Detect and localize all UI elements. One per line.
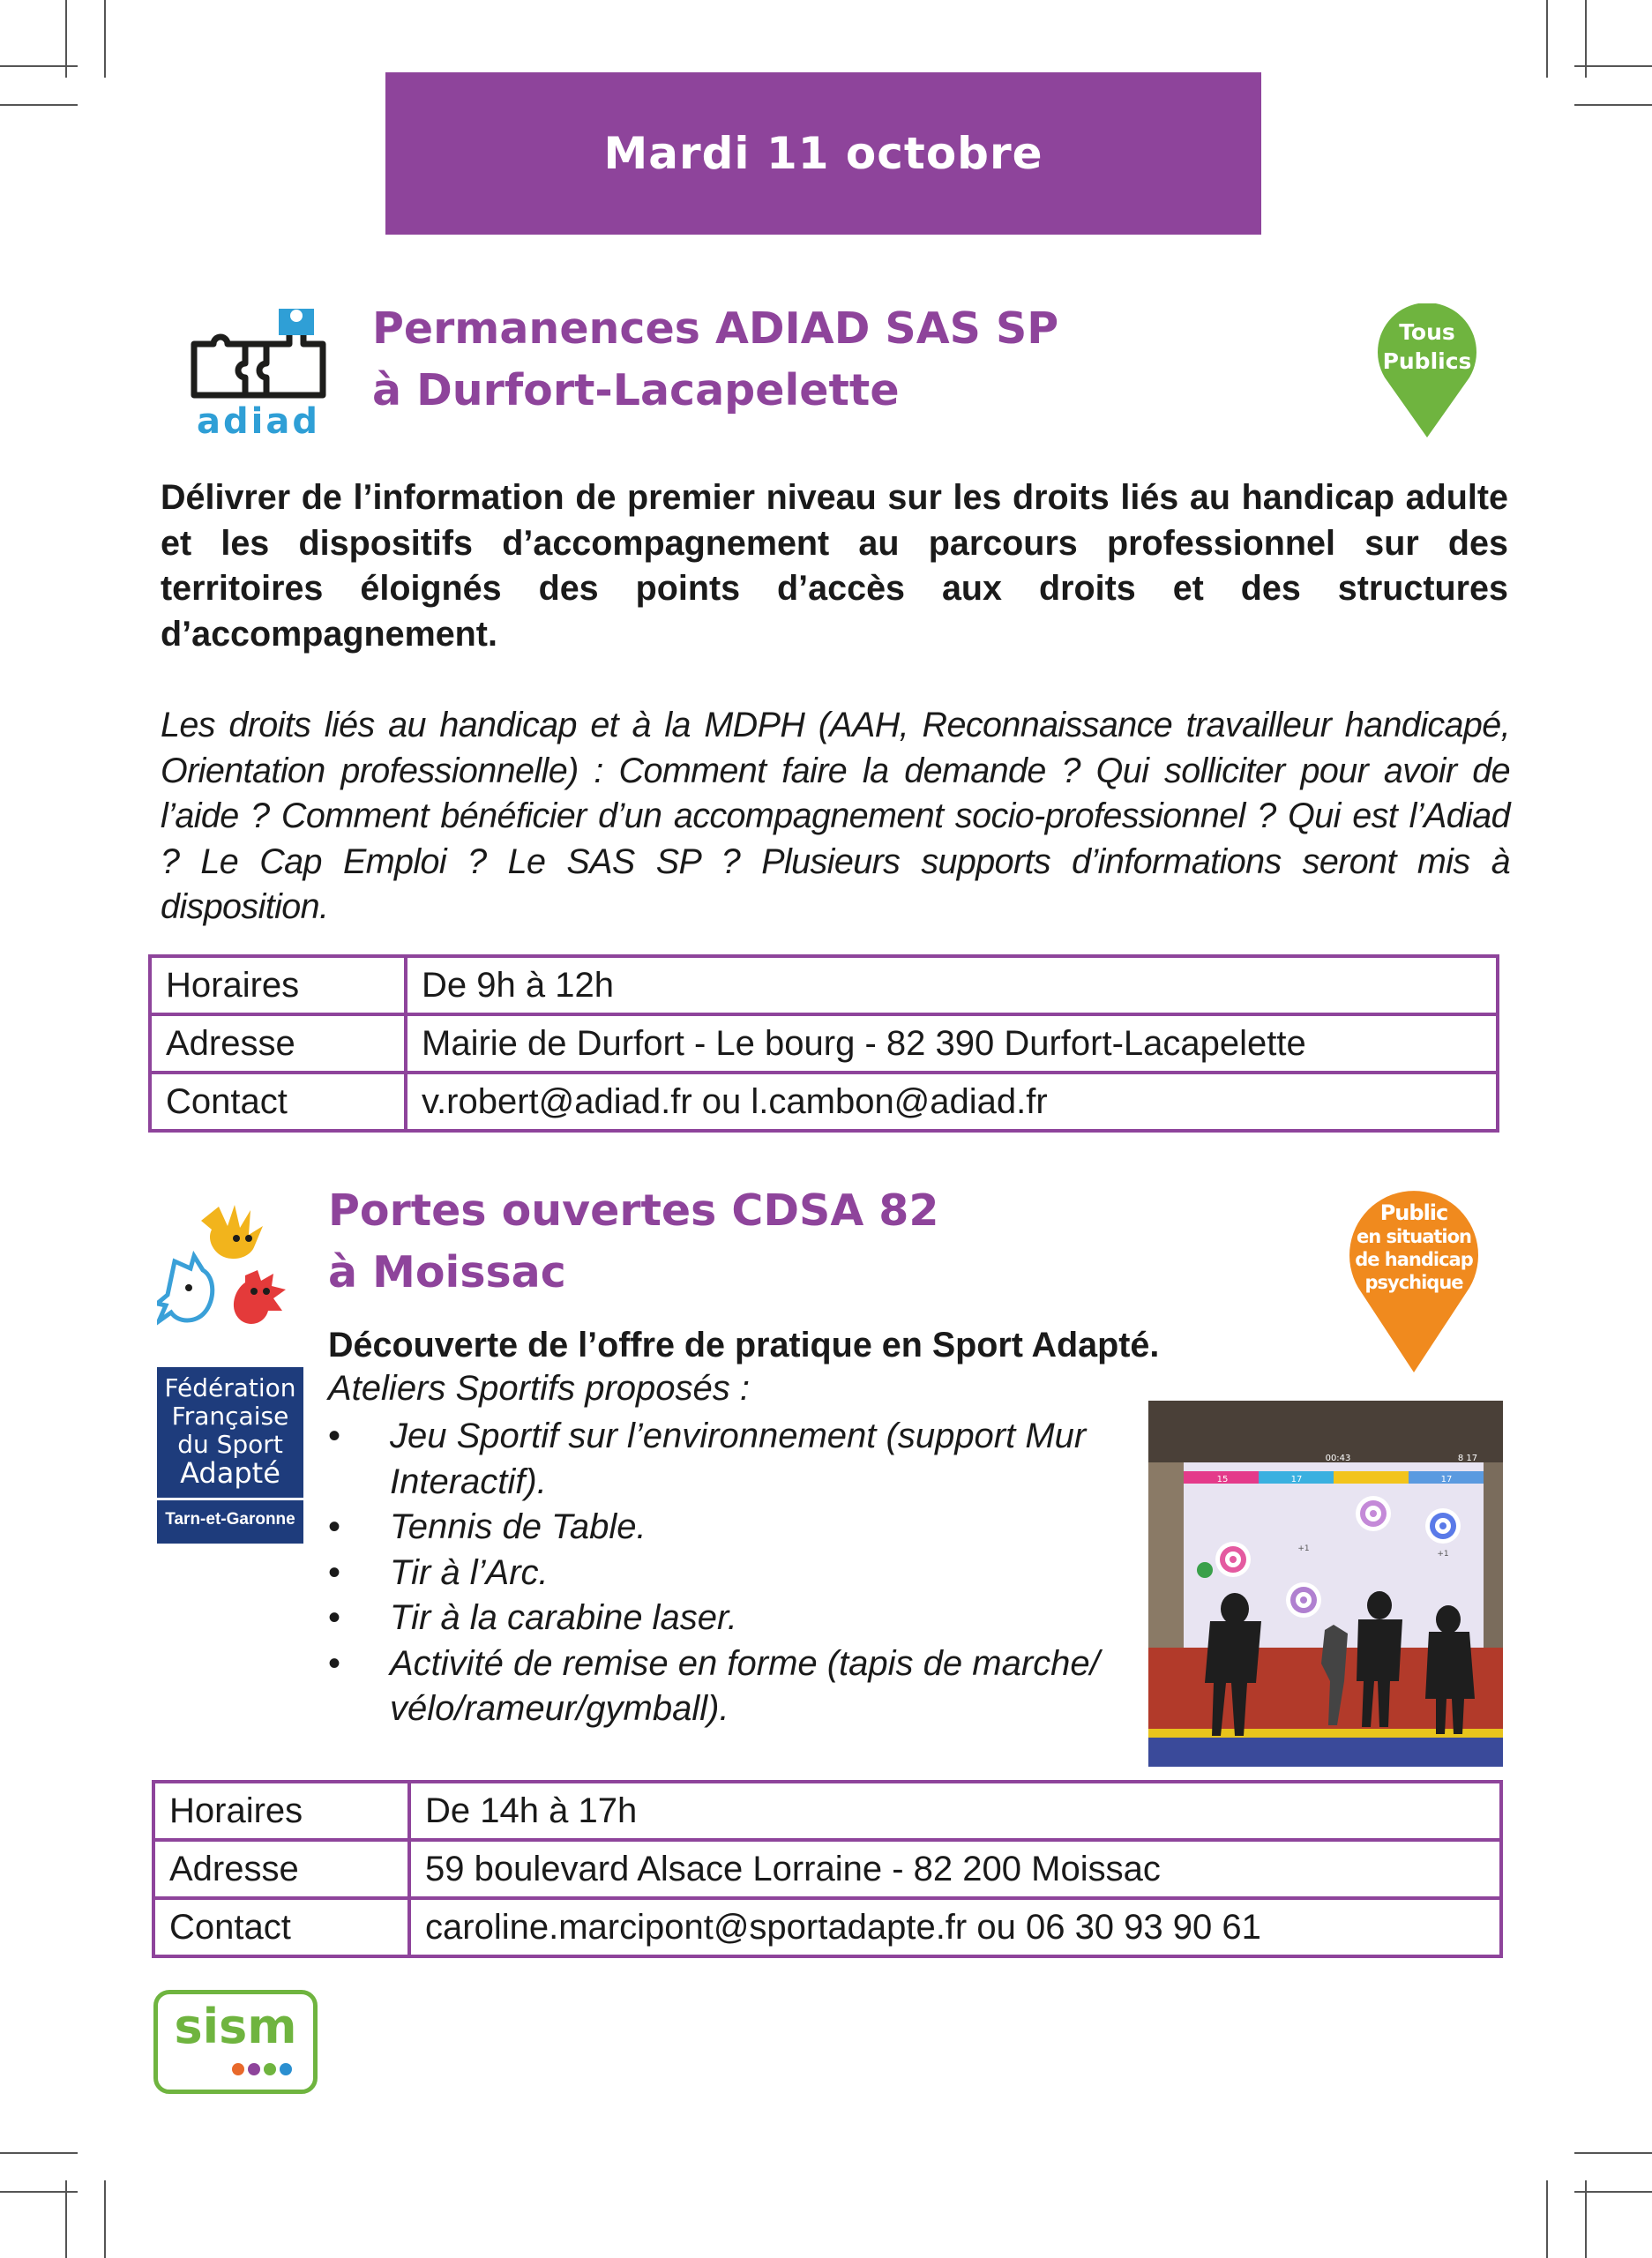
ffsa-logo-footer: Tarn-et-Garonne — [165, 1510, 295, 1529]
badge-line: psychique — [1364, 1272, 1463, 1293]
list-item — [328, 1641, 1148, 1732]
target-icon — [1215, 1542, 1251, 1577]
dot-icon — [248, 2063, 260, 2075]
list-item-text: Activité de remise en forme (tapis de marche/ — [390, 1643, 1100, 1683]
photo-plus: +1 — [1297, 1544, 1310, 1553]
photo-timer: 00:43 — [1325, 1454, 1351, 1463]
ffsa-logo-divider — [157, 1498, 303, 1500]
list-item-text: Tir à l’Arc. — [390, 1552, 549, 1592]
sism-logo-dots — [232, 2063, 292, 2075]
ffsa-logo — [157, 1200, 303, 1544]
adiad-logo-text: adiad — [197, 401, 320, 442]
info-value: 59 boulevard Alsace Lorraine - 82 200 Moissac — [409, 1840, 1501, 1898]
crop-mark — [0, 65, 78, 67]
audience-badge — [1378, 303, 1476, 437]
event-title-line: à Durfort-Lacapelette — [372, 365, 900, 415]
dot-icon — [264, 2063, 276, 2075]
ateliers-list — [328, 1414, 1148, 1732]
logo-line: Française — [171, 1402, 289, 1431]
info-value: Mairie de Durfort - Le bourg - 82 390 Durfort-Lacapelette — [406, 1014, 1498, 1073]
event-title — [372, 298, 1058, 422]
audience-badge-label — [1378, 318, 1476, 376]
ffsa-logo-text — [157, 1374, 303, 1489]
photo-plus: +1 — [1437, 1550, 1449, 1559]
table-row — [150, 956, 1498, 1014]
crop-mark — [1574, 65, 1652, 67]
crop-mark — [104, 0, 106, 78]
bullet: • — [328, 1507, 341, 1546]
dot-icon — [232, 2063, 244, 2075]
target-icon — [1356, 1496, 1391, 1531]
audience-badge — [1349, 1189, 1478, 1372]
event-title-line: Portes ouvertes CDSA 82 — [328, 1185, 939, 1236]
crop-mark — [104, 2180, 106, 2258]
target-icon — [1425, 1508, 1461, 1544]
day-banner-label: Mardi 11 octobre — [603, 128, 1043, 179]
info-value: De 9h à 12h — [406, 956, 1498, 1014]
list-item — [328, 1596, 1148, 1641]
event-title — [328, 1180, 938, 1304]
puzzle-people-icon — [187, 309, 330, 400]
event-title-line: à Moissac — [328, 1247, 566, 1297]
dot-icon — [280, 2063, 292, 2075]
crop-mark — [1574, 2191, 1652, 2193]
info-label: Adresse — [150, 1014, 406, 1073]
crop-mark — [1574, 104, 1652, 106]
photo-corner: 8 17 — [1457, 1454, 1478, 1463]
bullet: • — [328, 1598, 341, 1637]
event-title-line: Permanences ADIAD SAS SP — [372, 303, 1059, 354]
sism-logo — [153, 1990, 318, 2094]
bullet: • — [328, 1417, 341, 1455]
info-value[interactable]: v.robert@adiad.fr ou l.cambon@adiad.fr — [406, 1073, 1498, 1131]
table-row — [150, 1014, 1498, 1073]
photo-score: 17 — [1290, 1475, 1303, 1484]
info-value: De 14h à 17h — [409, 1782, 1501, 1840]
interactive-wall-photo — [1148, 1401, 1503, 1767]
sism-logo-text: sism — [174, 1999, 297, 2054]
info-table — [148, 954, 1499, 1133]
table-row — [150, 1073, 1498, 1131]
crop-mark — [0, 104, 78, 106]
badge-line: de handicap — [1355, 1249, 1473, 1270]
info-label: Adresse — [153, 1840, 409, 1898]
list-item-text: Jeu Sportif sur l’environnement (support Mur — [390, 1417, 1087, 1455]
list-item-text: Tir à la carabine laser. — [390, 1598, 737, 1637]
badge-line: Publics — [1382, 348, 1472, 374]
badge-line: Tous — [1399, 319, 1455, 345]
bullet: • — [328, 1552, 341, 1592]
badge-line: Public — [1379, 1200, 1448, 1225]
table-row — [153, 1782, 1501, 1840]
info-label: Contact — [150, 1073, 406, 1131]
info-value[interactable]: caroline.marcipont@sportadapte.fr ou 06 30 93 90 61 — [409, 1898, 1501, 1956]
crop-mark — [1546, 2180, 1548, 2258]
list-item-text: vélo/rameur/gymball). — [390, 1689, 729, 1728]
photo-score: 17 — [1440, 1475, 1453, 1484]
lead-paragraph: Délivrer de l’information de premier niveau sur les droits liés au handicap adulte et les dispositifs d’accompagnement au parcours professionnel sur des territoires éloignés des points d’accès aux droits et des structures d’accompagnement. — [161, 478, 1508, 654]
info-label: Horaires — [153, 1782, 409, 1840]
crop-mark — [0, 2191, 78, 2193]
info-label: Contact — [153, 1898, 409, 1956]
description-paragraph: Les droits liés au handicap et à la MDPH (AAH, Reconnaissance travailleur handicapé, Orientation professionnelle) : Comment faire la demande ? Qui solliciter pour avoir de l’aide ? Comment bénéficier d’un accompagnement socio-professionnel ? Qui est l’Adiad ? Le Cap Emploi ? Le SAS SP ? Plusieurs supports d’informations seront mis à disposition. — [161, 706, 1510, 926]
adiad-logo — [187, 309, 330, 442]
crop-mark — [1574, 2152, 1652, 2154]
list-item — [328, 1551, 1148, 1596]
target-icon — [1286, 1582, 1321, 1618]
list-item — [328, 1414, 1148, 1505]
table-row — [153, 1840, 1501, 1898]
lead-line: Découverte de l’offre de pratique en Sport Adapté. — [328, 1326, 1160, 1365]
audience-badge-label — [1349, 1201, 1478, 1294]
logo-line: Fédération — [164, 1373, 296, 1402]
crop-mark — [1546, 0, 1548, 78]
info-table — [152, 1780, 1503, 1958]
list-item-text: Interactif). — [390, 1462, 547, 1501]
bullet: • — [328, 1643, 341, 1683]
table-row — [153, 1898, 1501, 1956]
crop-mark — [0, 2152, 78, 2154]
list-item — [328, 1505, 1148, 1551]
logo-line: du Sport — [177, 1430, 283, 1459]
logo-line: Adapté — [180, 1456, 280, 1490]
photo-score: 15 — [1216, 1475, 1229, 1484]
hand-figures-icon — [157, 1200, 303, 1367]
list-item-text: Tennis de Table. — [390, 1507, 647, 1546]
info-label: Horaires — [150, 956, 406, 1014]
ateliers-heading: Ateliers Sportifs proposés : — [328, 1369, 750, 1408]
badge-line: en situation — [1357, 1226, 1471, 1247]
day-banner — [385, 72, 1261, 235]
